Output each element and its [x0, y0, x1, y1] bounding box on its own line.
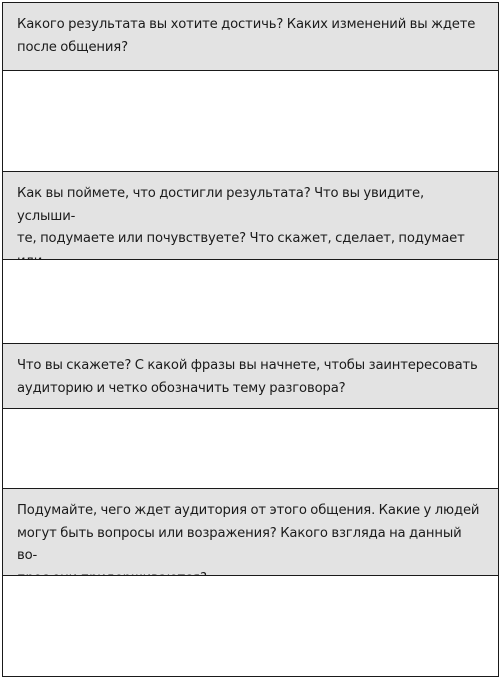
question-3-line-2: аудиторию и четко обозначить тему разговора? — [17, 380, 346, 396]
question-4 — [3, 488, 498, 575]
question-3 — [3, 343, 498, 408]
question-1-line-1: Какого результата вы хотите достичь? Каких изменений вы ждете — [17, 17, 476, 32]
question-4-line-2: могут быть вопросы или возражения? Какого взгляда на данный во- — [17, 525, 462, 563]
question-2-line-1: Как вы поймете, что достигли результата? Что вы увидите, услыши- — [17, 186, 425, 224]
worksheet-table — [2, 2, 499, 677]
answer-box-4[interactable] — [3, 575, 498, 676]
question-1-line-2: после общения? — [17, 39, 128, 55]
question-1 — [3, 3, 498, 70]
answer-box-1[interactable] — [3, 70, 498, 171]
question-2 — [3, 171, 498, 259]
question-2-line-2: те, подумаете или почувствуете? Что скажет, сделает, подумает — [17, 231, 465, 246]
answer-box-2[interactable] — [3, 259, 498, 343]
question-3-line-1: Что вы скажете? С какой фразы вы начнете, чтобы заинтересовать — [17, 358, 478, 373]
question-4-line-1: Подумайте, чего ждет аудитория от этого общения. Какие у людей — [17, 503, 480, 518]
answer-box-3[interactable] — [3, 408, 498, 488]
